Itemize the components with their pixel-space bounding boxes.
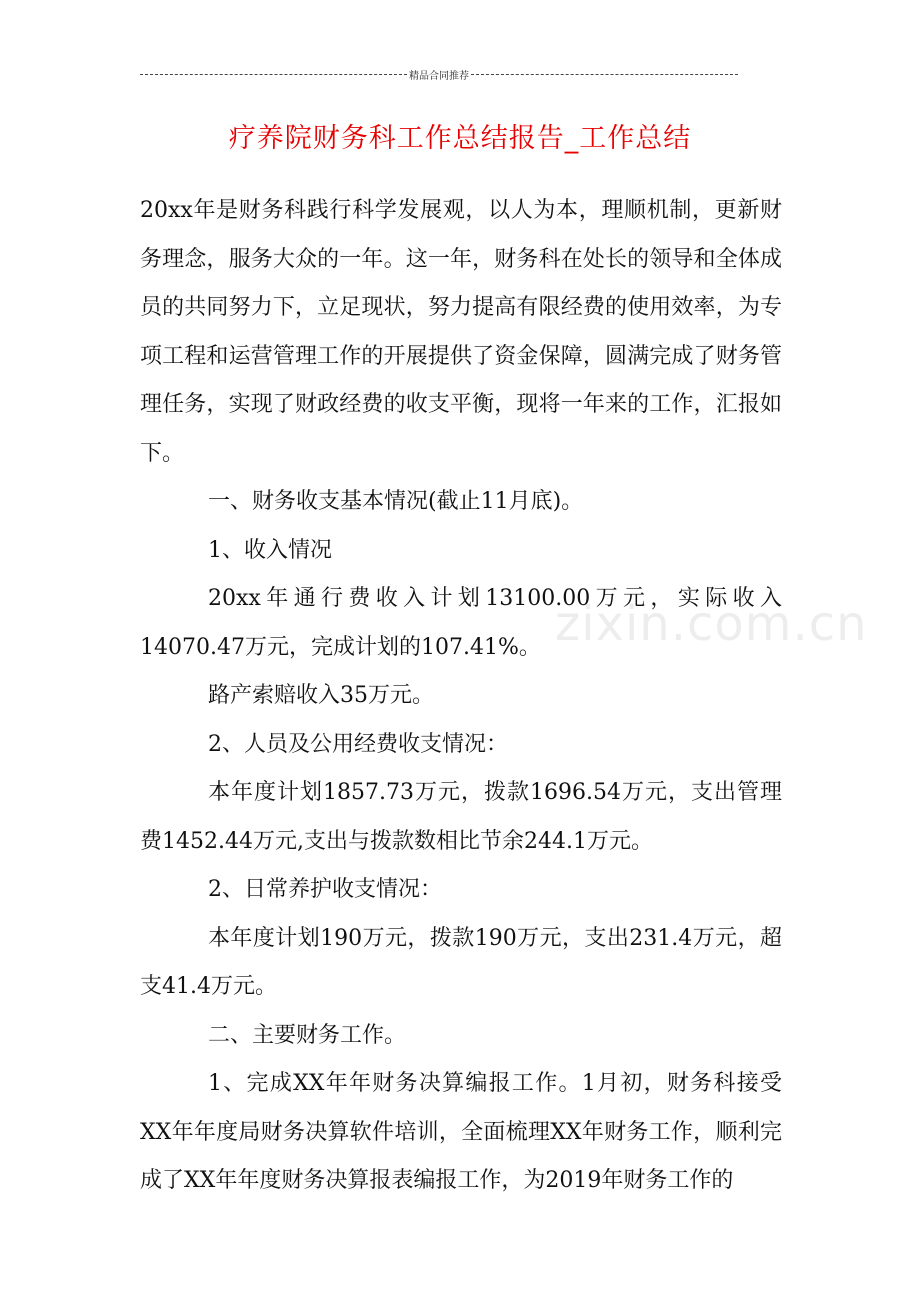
- subheading-maintenance: 2、日常养护收支情况：: [208, 877, 442, 902]
- section-heading-1: 一、财务收支基本情况(截止11月底)。: [208, 489, 584, 514]
- paragraph-road-claims: 路产索赔收入35万元。: [208, 683, 434, 708]
- paragraph-final-accounts: 1、完成XX年年财务决算编报工作。1月初，财务科接受XX年年度局财务决算软件培训，全面梳理XX年财务工作，顺利完成了XX年年度财务决算报表编报工作，为2019年财务工作的: [140, 1071, 782, 1193]
- header-label: 精品合同推荐: [409, 70, 469, 82]
- section-heading-2: 二、主要财务工作。: [208, 1022, 407, 1048]
- paragraph-toll-income: 20xx年通行费收入计划13100.00万元，实际收入14070.47万元，完成计划的107.41%。: [140, 586, 782, 660]
- document-body: [140, 187, 782, 1206]
- paragraph-maintenance: 本年度计划190万元，拨款190万元，支出231.4万元，超支41.4万元。: [140, 925, 782, 999]
- subheading-income: 1、收入情况: [208, 537, 332, 563]
- header-dash-right: [471, 74, 738, 75]
- subheading-personnel-funds: 2、人员及公用经费收支情况：: [208, 731, 508, 757]
- watermark: zixin.com.cn: [555, 596, 868, 652]
- document-title: 疗养院财务科工作总结报告_工作总结: [228, 123, 692, 154]
- header-dash-left: [140, 74, 407, 75]
- paragraph-personnel-funds: 本年度计划1857.73万元，拨款1696.54万元，支出管理费1452.44万元,支出与拨款数相比节余244.1万元。: [140, 780, 782, 854]
- page-header: [140, 64, 738, 84]
- paragraph-intro: 20xx年是财务科践行科学发展观，以人为本，理顺机制，更新财务理念，服务大众的一年。这一年，财务科在处长的领导和全体成员的共同努力下，立足现状，努力提高有限经费的使用效率，为专项工程和运营管理工作的开展提供了资金保障，圆满完成了财务管理任务，实现了财政经费的收支平衡，现将一年来的工作，汇报如下。: [140, 198, 782, 466]
